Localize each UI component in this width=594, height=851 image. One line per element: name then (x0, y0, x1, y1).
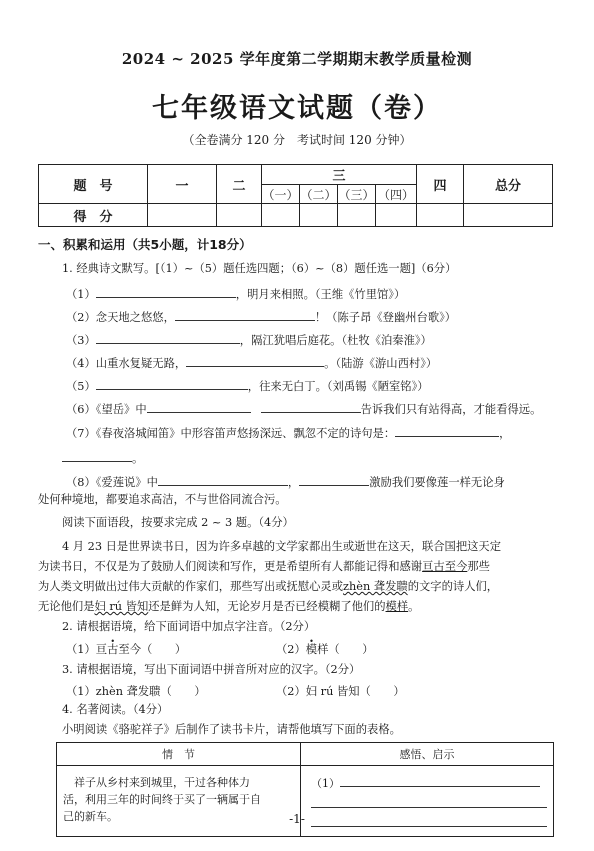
punctuation: ， (287, 476, 300, 489)
q2-item-1[interactable] (66, 642, 186, 658)
answer-line[interactable] (340, 774, 540, 787)
passage-line: 4 月 23 日是世界读书日，因为许多卓越的文学家都出生或逝世在这天，联合国把这天定 (62, 540, 502, 553)
item-text: （7）《春夜洛城闻笛》中形容笛声悠扬深远、飘忽不定的诗句是： (66, 427, 396, 440)
item-number: （5） (66, 380, 96, 393)
passage-text: 那些 (467, 560, 490, 573)
item-text: （8）《爱莲说》中 (66, 476, 158, 489)
underlined-term: 模样 (385, 600, 409, 613)
answer-blank[interactable] (395, 424, 499, 437)
answer-blank[interactable] (158, 473, 288, 486)
passage-line (38, 599, 419, 615)
punctuation: ， (499, 427, 511, 440)
question-4-intro: 小明阅读《骆驼祥子》后制作了读书卡片，请帮他填写下面的表格。 (62, 723, 401, 736)
plot-text: 活，利用三年的时间终于买了一辆属于自 (63, 793, 261, 806)
exam-subtitle: （全卷满分 120 分 考试时间 120 分钟） (182, 133, 412, 147)
question-2-prompt: 2. 请根据语境，给下面词语中加点字注音。（2分） (62, 620, 316, 633)
item-text: ，隔江犹唱后庭花。（杜牧《泊秦淮》） (239, 334, 432, 347)
q1-item-8 (66, 473, 505, 491)
item-number: （1） (66, 288, 96, 301)
item-text: （1）亘 (66, 643, 108, 656)
col-insight-header: 感悟、启示 (301, 743, 554, 766)
q1-item-4 (66, 354, 437, 372)
q1-item-2 (66, 308, 456, 326)
item-text: （2）念天地之悠悠， (66, 311, 175, 324)
row-label-score: 得 分 (39, 204, 148, 227)
answer-blank[interactable] (62, 449, 132, 462)
q1-item-7-cont (62, 449, 143, 467)
answer-blank[interactable] (147, 400, 251, 413)
passage-text: 为读书日，不仅是为了鼓励人们阅读和写作，更是希望所有人都能记得和感谢 (38, 560, 423, 573)
score-cell[interactable] (417, 204, 464, 227)
item-text: （4）山重水复疑无路， (66, 357, 187, 370)
answer-blank[interactable] (261, 400, 361, 413)
item-text: ，明月来相照。（王维《竹里馆》） (235, 288, 406, 301)
score-cell[interactable] (217, 204, 262, 227)
q1-item-5 (66, 377, 429, 395)
col-part-3-sub-2: （二） (300, 185, 338, 204)
dotted-char: 模 (305, 643, 318, 656)
item-text: 激励我们要像莲一样无论身 (369, 476, 505, 489)
answer-number: （1） (311, 777, 340, 790)
q1-item-8-cont: 处何种境地，都要追求高洁，不与世俗同流合污。 (38, 493, 287, 506)
passage-line (38, 559, 490, 575)
plot-text: 祥子从乡村来到城里，干过各种体力 (63, 776, 250, 789)
q3-item-1[interactable]: （1）zhèn 聋发聩（ ） (66, 685, 206, 698)
item-text: 告诉我们只有站得高，才能看得远。 (360, 403, 542, 416)
q3-item-2[interactable]: （2）妇 rú 皆知（ ） (276, 685, 405, 698)
passage-text: 的文字的诗人们， (407, 580, 499, 593)
underlined-term: zhèn 聋发聩 (343, 580, 408, 593)
score-cell[interactable] (376, 204, 417, 227)
row-label-question-number: 题 号 (39, 165, 148, 204)
passage-text: 为人类文明做出过伟大贡献的作家们，那些写出或抚慰心灵或 (38, 580, 344, 593)
passage-text: 无论他们是 (38, 600, 95, 613)
score-cell[interactable] (300, 204, 338, 227)
underlined-term: 妇 rú 皆知 (94, 600, 149, 613)
passage-text: 模糊 (317, 600, 341, 613)
col-part-2: 二 (217, 165, 262, 204)
underlined-term: 亘古至今 (422, 560, 468, 573)
col-part-3: 三 (262, 165, 417, 185)
q1-item-6 (66, 400, 541, 418)
answer-blank[interactable] (96, 377, 248, 390)
passage-text: 还是鲜为人知，无论岁月是否已经 (148, 600, 318, 613)
col-part-1: 一 (148, 165, 217, 204)
page-number: -1- (289, 812, 305, 826)
question-3-prompt: 3. 请根据语境，写出下面词语中拼音所对应的汉字。（2分） (62, 663, 361, 676)
dotted-char: 古 (107, 643, 119, 656)
answer-blank[interactable] (96, 331, 240, 344)
item-text: ！（陈子昂《登幽州台歌》） (314, 311, 457, 324)
exam-title-line: 2024 ~ 2025 学年度第二学期期末教学质量检测 (121, 50, 473, 68)
q1-item-3 (66, 331, 432, 349)
col-part-3-sub-1: （一） (262, 185, 300, 204)
answer-blank[interactable] (175, 308, 315, 321)
passage-text: 。 (408, 600, 420, 613)
item-text: 至今（ ） (118, 643, 187, 656)
reading-instructions: 阅读下面语段，按要求完成 2 ~ 3 题。（4分） (62, 516, 294, 529)
section-heading: 一、积累和运用（共5小题，计18分） (38, 237, 252, 252)
score-cell[interactable] (262, 204, 300, 227)
col-part-4: 四 (417, 165, 464, 204)
plot-text: 己的新车。 (63, 810, 118, 823)
exam-main-title: 七年级语文试题（卷） (152, 93, 442, 124)
col-part-3-sub-4: （四） (376, 185, 417, 204)
answer-blank[interactable] (186, 354, 324, 367)
item-text: （2） (276, 643, 306, 656)
answer-blank[interactable] (96, 285, 236, 298)
score-cell[interactable] (464, 204, 553, 227)
q2-item-2[interactable] (276, 642, 374, 658)
answer-line[interactable] (311, 791, 547, 808)
answer-blank[interactable] (299, 473, 369, 486)
q1-item-7 (66, 424, 510, 442)
item-number: （3） (66, 334, 96, 347)
question-1-prompt: 1. 经典诗文默写。[（1）~（5）题任选四题；（6）~（8）题任选一题]（6分） (62, 262, 457, 275)
question-4-prompt: 4. 名著阅读。（4分） (62, 703, 169, 716)
item-text: ，往来无白丁。（刘禹锡《陋室铭》） (247, 380, 429, 393)
item-text: 样（ ） (317, 643, 374, 656)
q1-item-1 (66, 285, 405, 303)
col-total: 总分 (464, 165, 553, 204)
score-table (38, 164, 553, 227)
col-plot-header: 情 节 (57, 743, 301, 766)
item-text: 。（陆游《游山西村》） (324, 357, 438, 370)
passage-line (38, 579, 498, 595)
col-part-3-sub-3: （三） (338, 185, 376, 204)
score-cell[interactable] (338, 204, 376, 227)
item-text: （6）《望岳》中 (66, 403, 147, 416)
score-cell[interactable] (148, 204, 217, 227)
passage-text: 了他们的 (340, 600, 386, 613)
punctuation: 。 (132, 452, 144, 465)
